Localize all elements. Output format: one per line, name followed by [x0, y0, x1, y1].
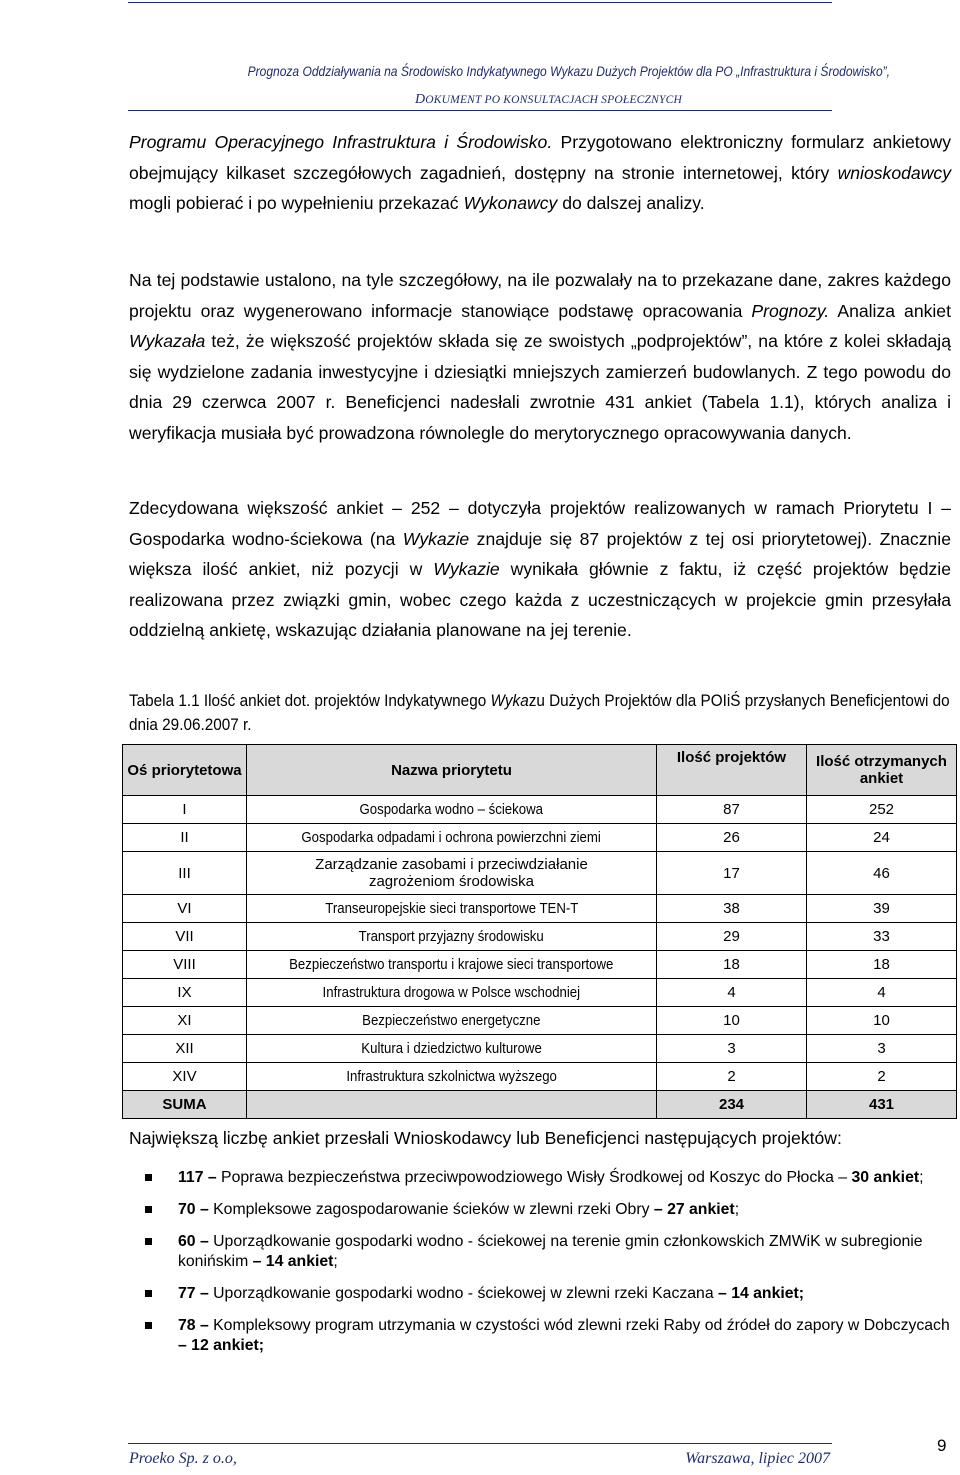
bullet-square-icon [145, 1290, 152, 1297]
cell-surveys: 46 [807, 852, 957, 895]
cell-name-text: Transport przyjazny środowisku [358, 928, 545, 945]
text-italic: Wyka [490, 691, 529, 710]
list-item [129, 1200, 951, 1220]
cell-axis: III [123, 852, 247, 895]
cell-projects: 4 [657, 979, 807, 1007]
list-item [129, 1316, 951, 1356]
item-number: 77 – [178, 1285, 209, 1302]
cell-surveys: 3 [807, 1035, 957, 1063]
item-number: 117 – [178, 1169, 217, 1186]
text-italic: Wykonawcy [463, 193, 558, 213]
header-axis: Oś priorytetowa [123, 745, 247, 796]
table-row [123, 979, 957, 1007]
bullet-square-icon [145, 1206, 152, 1213]
item-count: – 12 ankiet; [178, 1337, 265, 1354]
table-row [123, 824, 957, 852]
text-span: Tabela 1.1 Ilość ankiet dot. projektów Indykatywnego [129, 691, 491, 710]
paragraph-majority [129, 493, 951, 646]
item-end: ; [333, 1253, 338, 1270]
cell-projects: 3 [657, 1035, 807, 1063]
cell-axis: VII [123, 923, 247, 951]
text-span: znajduje się 87 projektów z tej osi priorytetowej). Znacznie większa ilość ankiet, niż pozycji w [129, 528, 951, 579]
cell-name [247, 852, 657, 895]
text-span: Zdecydowana większość ankiet – 252 – dotyczyła projektów realizowanych w ramach Priorytetu I – Gospodarka wodno-ściekowa (na [129, 498, 951, 549]
table-row [123, 852, 957, 895]
survey-table [122, 744, 957, 1119]
list-item [129, 1168, 951, 1188]
item-number: 78 – [178, 1317, 209, 1334]
item-count: – 14 ankiet [252, 1253, 334, 1270]
table-caption [129, 689, 951, 737]
cell-name [247, 1063, 657, 1091]
cell-surveys: 33 [807, 923, 957, 951]
projects-list [129, 1168, 951, 1368]
cell-projects: 10 [657, 1007, 807, 1035]
text-span: wynikała głównie z faktu, iż część projektów będzie realizowana przez związki gmin, wobec czego każda z uczestniczących w projekcie gmin przesyłała oddzielną ankietę, wskazując działania planowane na jej terenie. [129, 559, 951, 640]
text-italic: wnioskodawcy [837, 162, 951, 183]
cell-surveys: 252 [807, 796, 957, 824]
cell-axis: VIII [123, 951, 247, 979]
cell-axis: XI [123, 1007, 247, 1035]
footer-date: Warszawa, lipiec 2007 [685, 1450, 830, 1467]
cell-name-text: Kultura i dziedzictwo kulturowe [361, 1040, 542, 1057]
cell-surveys: 4 [807, 979, 957, 1007]
item-text: Kompleksowe zagospodarowanie ścieków w zlewni rzeki Obry [208, 1201, 654, 1218]
cell-name [247, 923, 657, 951]
cell-name-text: Gospodarka odpadami i ochrona powierzchni ziemi [301, 829, 602, 846]
text-italic: Wykazie [402, 528, 470, 549]
cell-name [247, 824, 657, 852]
table-header-row [123, 745, 957, 796]
header-survey-count: Ilość otrzymanych ankiet [807, 745, 957, 796]
text-italic: Prognozy. [751, 300, 830, 321]
table-row [123, 1063, 957, 1091]
cell-name-text: Bezpieczeństwo transportu i krajowe sieci transportowe [289, 956, 614, 973]
item-count: – 27 ankiet [653, 1201, 735, 1218]
header-priority-name: Nazwa priorytetu [247, 745, 657, 796]
table-sum-row [123, 1091, 957, 1119]
cell-name-text: Zarządzanie zasobami i przeciwdziałanie zagrożeniom środowiska [315, 856, 588, 890]
cell-surveys: 10 [807, 1007, 957, 1035]
item-text: Uporządkowanie gospodarki wodno - ściekowej na terenie gmin członkowskich ZMWiK w subregionie konińskim [178, 1233, 923, 1270]
item-text: Poprawa bezpieczeństwa przeciwpowodziowego Wisły Środkowej od Koszyc do Płocka – [216, 1169, 852, 1186]
bullet-square-icon [145, 1238, 152, 1245]
cell-surveys: 24 [807, 824, 957, 852]
cell-axis: XIV [123, 1063, 247, 1091]
cell-axis: I [123, 796, 247, 824]
table-row [123, 951, 957, 979]
item-text: Uporządkowanie gospodarki wodno - ściekowej w zlewni rzeki Kaczana [208, 1285, 719, 1302]
cell-name-text: Infrastruktura szkolnictwa wyższego [346, 1068, 557, 1085]
header-project-count: Ilość projektów [657, 745, 807, 796]
cell-axis: VI [123, 895, 247, 923]
item-number: 60 – [178, 1233, 209, 1250]
header-subtitle [0, 92, 682, 108]
text-span: do dalszej analizy. [557, 193, 705, 213]
cell-projects: 17 [657, 852, 807, 895]
cell-sum-empty [247, 1091, 657, 1119]
cell-projects: 29 [657, 923, 807, 951]
table-row [123, 895, 957, 923]
table-row [123, 1035, 957, 1063]
item-count: – 14 ankiet; [718, 1285, 805, 1302]
header-subtitle-initial: D [414, 92, 426, 107]
cell-name-text: Transeuropejskie sieci transportowe TEN-T [324, 900, 579, 917]
cell-surveys: 18 [807, 951, 957, 979]
text-span: Na tej podstawie ustalono, na tyle szczegółowy, na ile pozwalały na to przekazane dane, zakres każdego projektu oraz wygenerowano informacje stanowiące podstawę opracowania [129, 270, 951, 321]
cell-projects: 26 [657, 824, 807, 852]
cell-sum-surveys: 431 [807, 1091, 957, 1119]
header-title: Prognoza Oddziaływania na Środowisko Indykatywnego Wykazu Dużych Projektów dla PO „Infrastruktura i Środowisko”, [247, 63, 891, 79]
item-count: 30 ankiet [851, 1169, 920, 1186]
cell-name [247, 796, 657, 824]
projects-intro: Największą liczbę ankiet przesłali Wnioskodawcy lub Beneficjenci następujących projektów: [129, 1128, 842, 1148]
item-text: Kompleksowy program utrzymania w czystości wód zlewni rzeki Raby od źródeł do zapory w Dobczycach [208, 1317, 950, 1334]
text-italic: Wykazała [129, 331, 206, 351]
cell-name [247, 895, 657, 923]
top-rule [128, 2, 832, 3]
cell-name [247, 951, 657, 979]
list-item [129, 1232, 951, 1272]
paragraph-survey [129, 127, 951, 219]
header-subtitle-rest: OKUMENT PO KONSULTACJACH SPOŁECZNYCH [425, 94, 682, 106]
cell-surveys: 39 [807, 895, 957, 923]
item-end: ; [734, 1201, 740, 1218]
header-rule [128, 110, 832, 111]
text-span: mogli pobierać i po wypełnieniu przekazać [129, 193, 464, 213]
item-end: ; [919, 1169, 924, 1186]
cell-axis: IX [123, 979, 247, 1007]
bullet-square-icon [145, 1322, 152, 1329]
cell-name [247, 1007, 657, 1035]
item-number: 70 – [178, 1201, 209, 1218]
table-row [123, 923, 957, 951]
page-number: 9 [937, 1436, 947, 1455]
cell-name-text: Bezpieczeństwo energetyczne [362, 1012, 541, 1029]
bullet-square-icon [145, 1174, 152, 1181]
footer-rule [128, 1443, 832, 1444]
cell-axis: II [123, 824, 247, 852]
text-italic: Wykazie [433, 559, 500, 579]
text-span: Przygotowano elektroniczny formularz ankietowy obejmujący kilkaset szczegółowych zagadnień, dostępny na stronie internetowej, który [129, 132, 951, 183]
cell-sum-label: SUMA [123, 1091, 247, 1119]
cell-projects: 38 [657, 895, 807, 923]
list-item [129, 1284, 951, 1304]
footer-company: Proeko Sp. z o.o, [129, 1450, 237, 1467]
table-row [123, 796, 957, 824]
table-row [123, 1007, 957, 1035]
cell-name-text: Infrastruktura drogowa w Polsce wschodniej [322, 984, 581, 1001]
text-span: Analiza ankiet [829, 300, 951, 321]
paragraph-analysis [129, 265, 951, 448]
cell-projects: 18 [657, 951, 807, 979]
cell-projects: 2 [657, 1063, 807, 1091]
text-italic: Programu Operacyjnego Infrastruktura i Środowisko. [129, 132, 553, 152]
text-span: zu Dużych Projektów dla POIiŚ przysłanych Beneficjentowi do dnia 29.06.2007 r. [129, 691, 950, 734]
text-span: też, że większość projektów składa się ze swoistych „podprojektów”, na które z kolei składają się wydzielone zadania inwestycyjne i dziesiątki mniejszych zamierzeń budowlanych. Z tego powodu do dnia 29 czerwca 2007 r. Beneficjenci nadesłali zwrotnie 431 ankiet (Tabela 1.1), których analiza i weryfikacja musiała być prowadzona równolegle do merytorycznego opracowywania danych. [129, 331, 951, 443]
cell-projects: 87 [657, 796, 807, 824]
cell-surveys: 2 [807, 1063, 957, 1091]
cell-sum-projects: 234 [657, 1091, 807, 1119]
cell-name [247, 979, 657, 1007]
cell-name [247, 1035, 657, 1063]
cell-name-text: Gospodarka wodno – ściekowa [359, 801, 544, 818]
cell-axis: XII [123, 1035, 247, 1063]
